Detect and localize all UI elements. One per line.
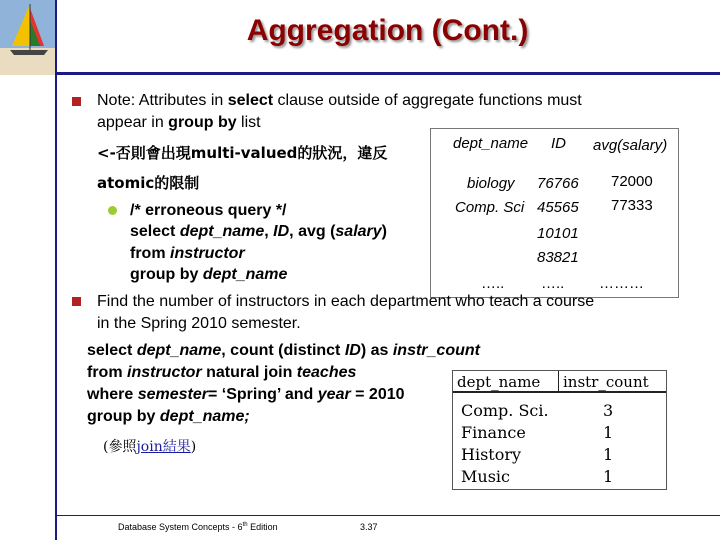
page-number: 3.37 <box>360 522 378 532</box>
text-run: appear in <box>97 114 169 131</box>
table-cell: Music <box>461 467 510 486</box>
text-run: instructor <box>127 364 202 381</box>
sql-groupby-line <box>87 406 250 428</box>
table-cell: 1 <box>603 445 614 464</box>
bullet2-line1: Find the number of instructors in each department who teach a course <box>97 293 595 310</box>
table-header: ID <box>551 135 566 152</box>
sql-from-line <box>130 243 245 265</box>
bullet-marker <box>72 297 81 306</box>
text-run: Database System Concepts - 6 <box>118 522 243 532</box>
sailboat-logo <box>0 0 55 75</box>
keyword-select: select <box>227 92 274 109</box>
text-run: (參照 <box>103 439 137 455</box>
bullet2-line2: in the Spring 2010 semester. <box>97 315 301 332</box>
table-cell: ….. <box>481 275 505 292</box>
text-run: Note: Attributes in <box>97 92 228 109</box>
sub-bullet-marker <box>108 206 117 215</box>
sql-where-line <box>87 384 405 406</box>
text-run: from <box>130 245 170 262</box>
table-cell: Comp. Sci <box>455 199 525 216</box>
table-cell: biology <box>467 175 515 192</box>
sql-select-line <box>87 340 480 362</box>
text-run: Edition <box>247 522 278 532</box>
text-run: = ‘Spring’ and <box>207 386 318 403</box>
text-run: where <box>87 386 138 403</box>
table-cell: Comp. Sci. <box>461 401 549 420</box>
table-cell: ……… <box>599 275 644 292</box>
table-cell: 1 <box>603 467 614 486</box>
erroneous-result-table <box>430 128 679 298</box>
bullet-marker <box>72 97 81 106</box>
table-cell: 83821 <box>537 249 579 266</box>
bullet1-line2 <box>97 112 261 134</box>
table-cell: 3 <box>603 401 614 420</box>
table-cell: 76766 <box>537 175 579 192</box>
sql-from-line <box>87 362 356 384</box>
table-header: instr_count <box>559 371 666 393</box>
text-run: dept_name; <box>159 408 250 425</box>
chinese-note-line1: <-否則會出現multi-valued的狀況，違反 <box>97 144 388 162</box>
table-header: avg(salary) <box>593 137 668 154</box>
table-cell: ….. <box>541 275 565 292</box>
text-run: natural join <box>201 364 297 381</box>
footer-divider <box>55 515 720 516</box>
text-run: group by <box>87 408 160 425</box>
sql-select-line <box>130 221 387 243</box>
text-run: salary <box>335 223 382 240</box>
text-run: ID <box>344 342 361 359</box>
text-run: teaches <box>296 364 357 381</box>
text-run: , <box>264 223 274 240</box>
text-run: th <box>242 522 248 528</box>
text-run: , count (distinct <box>221 342 345 359</box>
text-run: ID <box>273 223 290 240</box>
table-cell: Finance <box>461 423 526 442</box>
text-run: ) as <box>360 342 393 359</box>
join-result-link[interactable]: join結果 <box>136 439 191 455</box>
text-run: ) <box>381 223 387 240</box>
keyword-group-by: group by <box>168 114 237 131</box>
text-run: dept_name <box>179 223 265 240</box>
table-cell: 45565 <box>537 199 579 216</box>
text-run: select <box>87 342 137 359</box>
text-run: = 2010 <box>350 386 405 403</box>
table-header: dept_name <box>453 135 529 152</box>
join-reference <box>103 436 196 458</box>
text-run: , avg ( <box>289 223 336 240</box>
footer-book-title <box>118 522 278 532</box>
chinese-note-line2: atomic的限制 <box>97 174 200 192</box>
text-run: semester <box>137 386 208 403</box>
text-run: ) <box>190 439 197 455</box>
text-run: instructor <box>170 245 245 262</box>
sql-groupby-line <box>130 264 287 286</box>
table-cell: 77333 <box>611 197 653 214</box>
text-run: group by <box>130 266 203 283</box>
table-cell: History <box>461 445 522 464</box>
bullet1-line1 <box>97 90 582 112</box>
text-run: select <box>130 223 180 240</box>
text-run: dept_name <box>202 266 288 283</box>
side-decoration-bar <box>0 0 57 540</box>
text-run: clause outside of aggregate functions must <box>273 92 582 109</box>
text-run: dept_name <box>136 342 222 359</box>
text-run: instr_count <box>392 342 480 359</box>
instr-count-result-table <box>452 370 667 490</box>
text-run: from <box>87 364 127 381</box>
table-cell: 10101 <box>537 225 579 242</box>
slide-title: Aggregation (Cont.) <box>246 14 529 47</box>
text-run: year <box>317 386 351 403</box>
text-run: list <box>236 114 261 131</box>
table-cell: 72000 <box>611 173 653 190</box>
sql-comment: /* erroneous query */ <box>130 202 287 219</box>
table-cell: 1 <box>603 423 614 442</box>
table-header: dept_name <box>453 371 559 393</box>
title-divider <box>55 72 720 75</box>
